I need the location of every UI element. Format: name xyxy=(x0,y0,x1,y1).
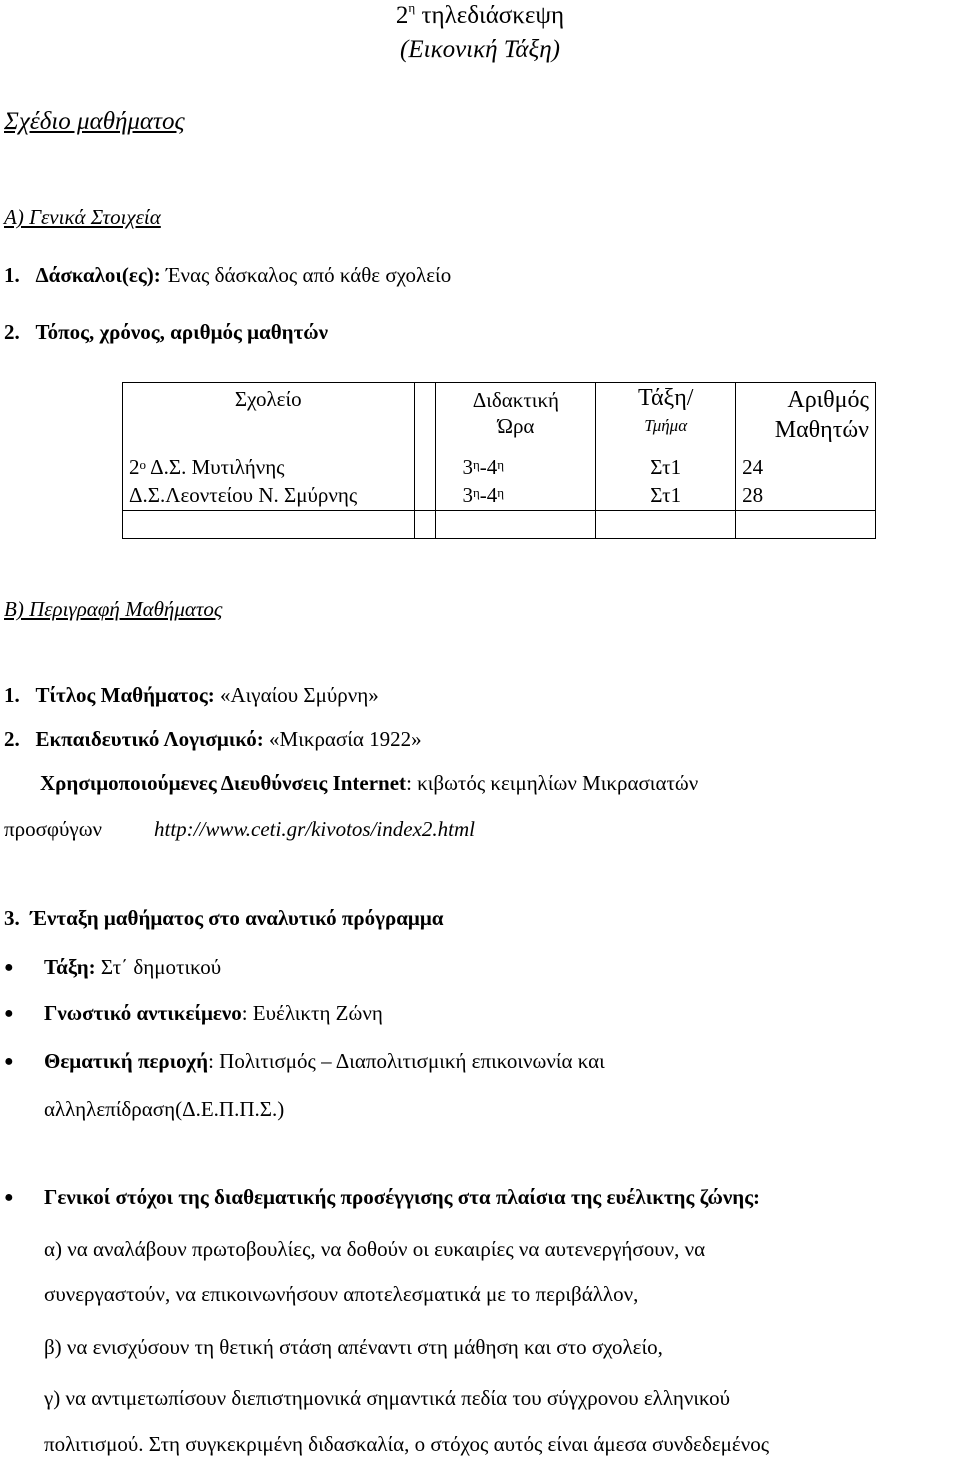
goals-line: πολιτισμού. Στη συγκεκριμένη διδασκαλία, ο στόχος αυτός είναι άμεσα συνδεδεμένος xyxy=(44,1432,770,1456)
section-b-item-3: 3. Ένταξη μαθήματος στο αναλυτικό πρόγραμμα xyxy=(4,906,444,930)
header-class: Τάξη/ Τμήμα xyxy=(596,383,736,455)
section-b-item-1: 1. Τίτλος Μαθήματος: «Αιγαίου Σμύρνη» xyxy=(4,683,379,707)
teachers-value: Ένας δάσκαλος από κάθε σχολείο xyxy=(160,263,452,287)
software-label: Εκπαιδευτικό Λογισμικό: xyxy=(35,727,264,751)
internet-addresses xyxy=(40,771,698,796)
table-row: $2^o$ Δ.Σ. Μυτιλήνης $3^\eta-4^\eta$ Στ1 24 xyxy=(123,455,876,481)
title-superscript: η xyxy=(408,0,416,15)
header-school: Σχολείο xyxy=(123,383,415,455)
bullet-icon: ● xyxy=(4,959,14,976)
bullet-icon: ● xyxy=(4,1005,14,1022)
teachers-label: Δάσκαλοι(ες): xyxy=(35,263,161,287)
software-value: «Μικρασία 1922» xyxy=(263,727,422,751)
lesson-title-value: «Αιγαίου Σμύρνη» xyxy=(214,683,379,707)
section-b-item-2: 2. Εκπαιδευτικό Λογισμικό: «Μικρασία 1922» xyxy=(4,727,422,751)
internet-url-link[interactable]: http://www.ceti.gr/kivotos/index2.html xyxy=(154,817,475,841)
goals-line: γ) να αντιμετωπίσουν διεπιστημονικά σημαντικά πεδία του σύγχρονου ελληνικού xyxy=(44,1386,731,1410)
internet-line-2: προσφύγων http://www.ceti.gr/kivotos/index2.html xyxy=(4,817,475,841)
bullet-theme-line-2: αλληλεπίδραση(Δ.Ε.Π.Π.Σ.) xyxy=(44,1097,285,1121)
schools-table xyxy=(122,382,876,539)
internet-value: : κιβωτός κειμηλίων Μικρασιατών xyxy=(406,771,699,795)
place-time-label: Τόπος, χρόνος, αριθμός μαθητών xyxy=(35,320,329,344)
bullet-class: Τάξη: Στ΄ δημοτικού xyxy=(44,955,222,979)
plan-heading: Σχέδιο μαθήματος xyxy=(4,108,185,135)
title-text: τηλεδιάσκεψη xyxy=(415,2,565,29)
section-b-heading: Β) Περιγραφή Μαθήματος xyxy=(4,597,223,621)
header-students: Αριθμός Μαθητών xyxy=(736,383,876,455)
table-header-row xyxy=(123,383,876,455)
title-number: 2 xyxy=(395,2,409,29)
header-hour: Διδακτική Ώρα xyxy=(436,383,596,455)
goals-label: Γενικοί στόχοι της διαθεματικής προσέγγισης στα πλαίσια της ευέλικτης ζώνης: xyxy=(44,1185,761,1209)
section-a-heading: Α) Γενικά Στοιχεία xyxy=(4,205,161,229)
internet-label: Χρησιμοποιούμενες Διευθύνσεις Internet xyxy=(40,771,407,795)
bullet-theme: Θεματική περιοχή: Πολιτισμός – Διαπολιτισμική επικοινωνία και xyxy=(44,1049,605,1073)
bullet-subject: Γνωστικό αντικείμενο: Ευέλικτη Ζώνη xyxy=(44,1001,383,1025)
curriculum-label: Ένταξη μαθήματος στο αναλυτικό πρόγραμμα xyxy=(30,906,444,930)
table-row-empty xyxy=(123,511,876,539)
bullet-icon: ● xyxy=(4,1053,14,1070)
table-row: Δ.Σ.Λεοντείου Ν. Σμύρνης $3^\eta-4^\eta$ Στ1 28 xyxy=(123,481,876,511)
goals-line: β) να ενισχύσουν τη θετική στάση απέναντι στη μάθηση και στο σχολείο, xyxy=(44,1335,663,1359)
bullet-icon: ● xyxy=(4,1189,14,1206)
page-title xyxy=(0,2,960,30)
lesson-title-label: Τίτλος Μαθήματος: xyxy=(35,683,215,707)
section-a-item-2: 2. Τόπος, χρόνος, αριθμός μαθητών xyxy=(4,320,329,344)
goals-line: α) να αναλάβουν πρωτοβουλίες, να δοθούν οι ευκαιρίες να αυτενεργήσουν, να xyxy=(44,1237,706,1261)
section-a-item-1: 1. Δάσκαλοι(ες): Ένας δάσκαλος από κάθε σχολείο xyxy=(4,263,452,287)
goals-line: συνεργαστούν, να επικοινωνήσουν αποτελεσματικά με το περιβάλλον, xyxy=(44,1282,639,1306)
page-subtitle: (Εικονική Τάξη) xyxy=(400,36,560,63)
